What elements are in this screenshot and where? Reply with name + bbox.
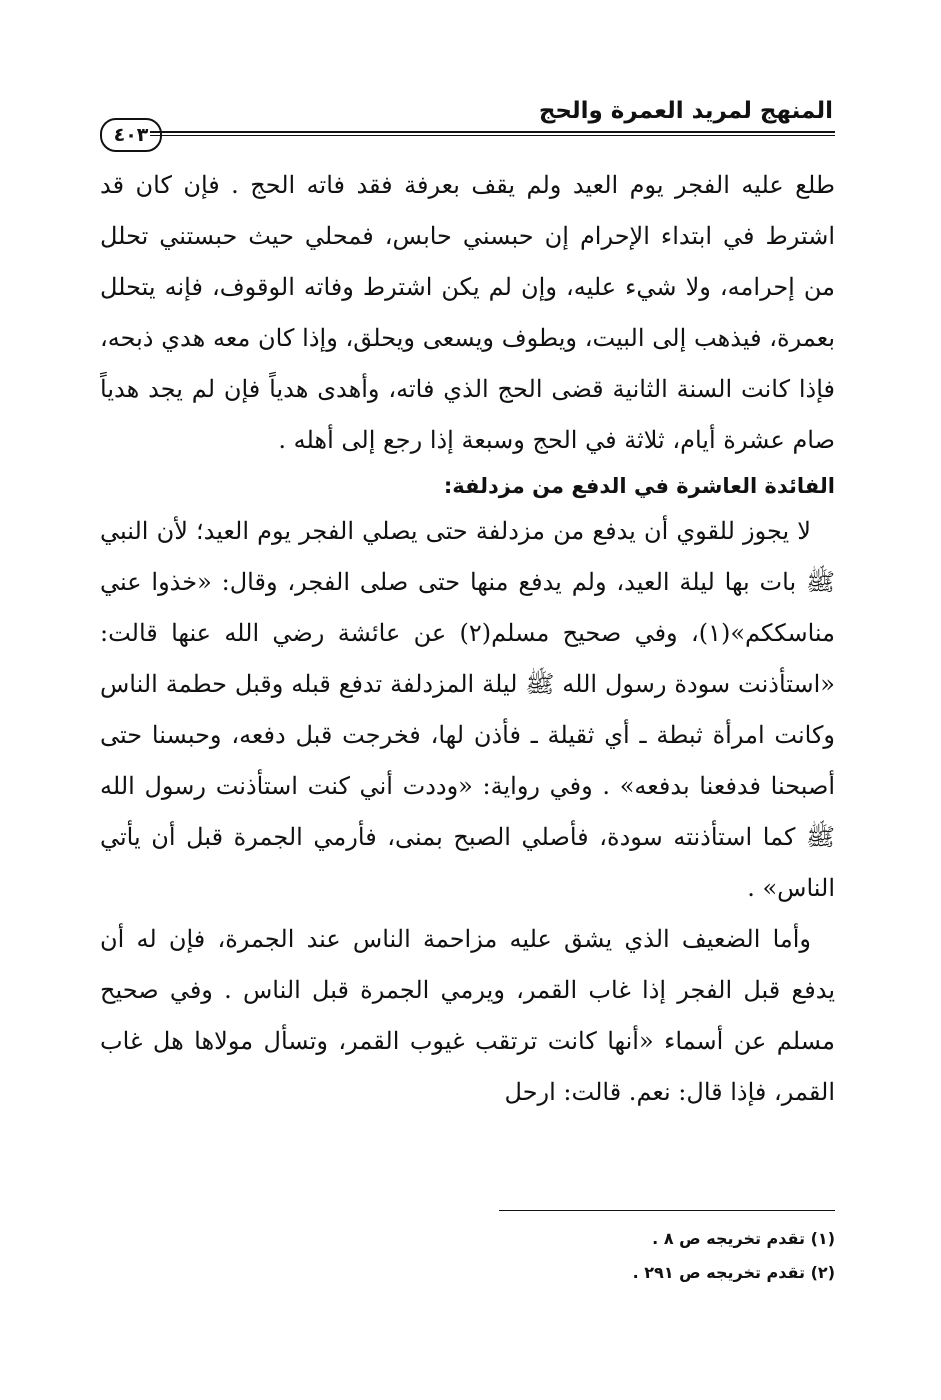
- paragraph-muzdalifa-departure: لا يجوز للقوي أن يدفع من مزدلفة حتى يصلي الفجر يوم العيد؛ لأن النبي ﷺ بات بها ليلة العيد، ولم يدفع منها حتى صلى الفجر، وقال: «خذوا عني مناسككم»(١)، وفي صحيح مسلم(٢) عن عائشة رضي الله عنها قالت: «استأذنت سودة رسول الله ﷺ ليلة المزدلفة تدفع قبله وقبل حطمة الناس وكانت امرأة ثبطة ـ أي ثقيلة ـ فأذن لها، فخرجت قبل دفعه، وحبسنا حتى أصبحنا فدفعنا بدفعه» . وفي رواية: «وددت أني كنت استأذنت رسول الله ﷺ كما استأذنته سودة، فأصلي الصبح بمنى، فأرمي الجمرة قبل أن يأتي الناس» .: [100, 517, 835, 902]
- running-title: المنهج لمريد العمرة والحج: [538, 98, 833, 124]
- footnotes: [335, 1222, 835, 1290]
- footnote-2: (٢) تقدم تخريجه ص ٢٩١ .: [632, 1263, 835, 1282]
- footnote-rule: [499, 1210, 835, 1211]
- footnote-1: (١) تقدم تخريجه ص ٨ .: [652, 1229, 835, 1248]
- body-text: [100, 160, 835, 1118]
- paragraph-weak-pilgrims: وأما الضعيف الذي يشق عليه مزاحمة الناس عند الجمرة، فإن له أن يدفع قبل الفجر إذا غاب القمر، ويرمي الجمرة قبل الناس . وفي صحيح مسلم عن أسماء «أنها كانت ترتقب غيوب القمر، وتسأل مولاها هل غاب القمر، فإذا قال: نعم. قالت: ارحل: [100, 925, 835, 1106]
- page-number-badge: ٤٠٣: [100, 118, 162, 152]
- header-rule: [150, 131, 835, 136]
- paragraph-lost-hajj: طلع عليه الفجر يوم العيد ولم يقف بعرفة فقد فاته الحج . فإن كان قد اشترط في ابتداء الإحرام إن حبسني حابس، فمحلي حيث حبستني تحلل من إحرامه، ولا شيء عليه، وإن لم يكن اشترط وفاته الوقوف، فإنه يتحلل بعمرة، فيذهب إلى البيت، ويطوف ويسعى ويحلق، وإذا كان معه هدي ذبحه، فإذا كانت السنة الثانية قضى الحج الذي فاته، وأهدى هدياً فإن لم يجد هدياً صام عشرة أيام، ثلاثة في الحج وسبعة إذا رجع إلى أهله .: [100, 171, 835, 454]
- section-heading: الفائدة العاشرة في الدفع من مزدلفة:: [443, 474, 835, 498]
